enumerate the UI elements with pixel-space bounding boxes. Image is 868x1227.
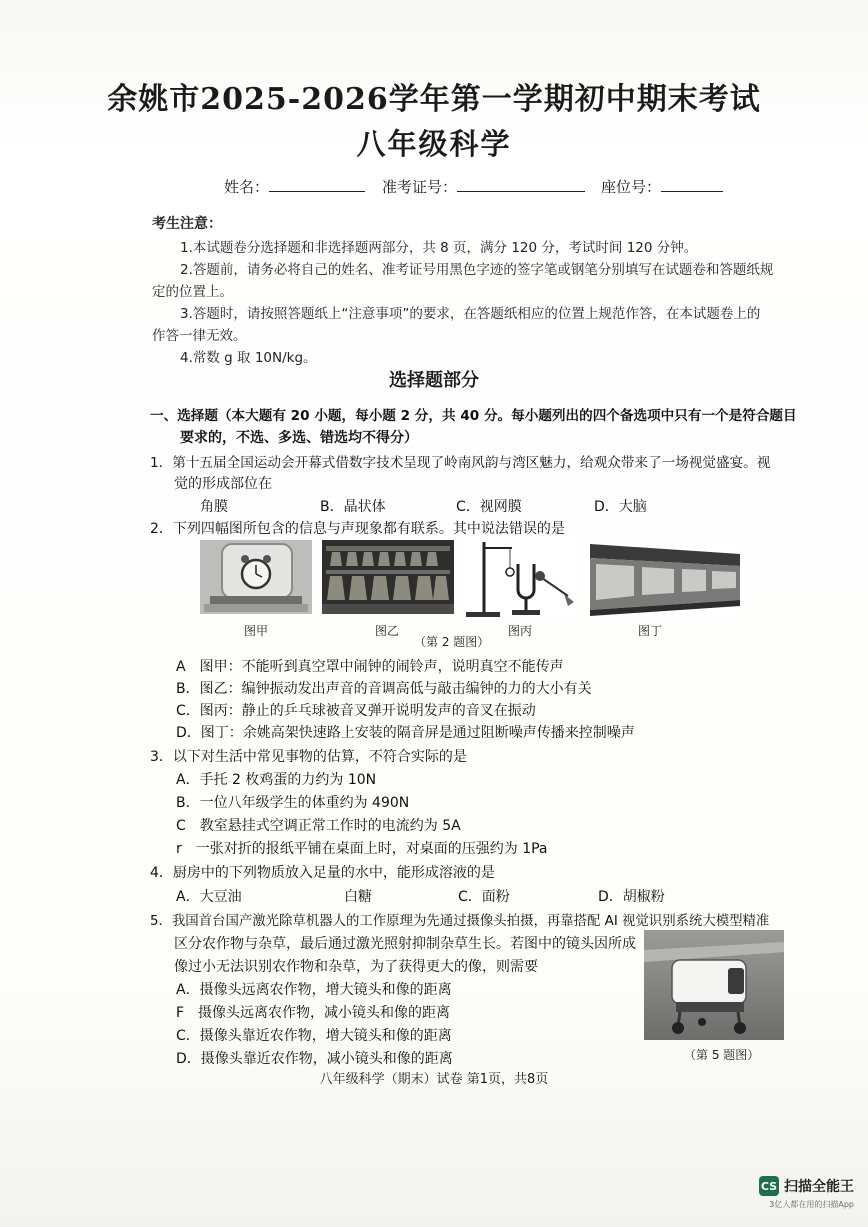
q5-stem: 5．我国首台国产激光除草机器人的工作原理为先通过摄像头拍摄，再靠搭配 AI 视觉识别系统大模型精准: [150, 914, 770, 929]
figure-caption-ding: 图丁: [638, 624, 663, 638]
figure-caption-yi: 图乙: [375, 624, 400, 638]
notice-line: 2.答题前，请务必将自己的姓名、准考证号用黑色字迹的签字笔或钢笔分别填写在试题卷和答题纸规: [180, 262, 774, 278]
notice-line: 4.常数 g 取 10N/kg。: [180, 350, 317, 366]
seat-blank: [661, 177, 723, 192]
q5-option-c: C．摄像头靠近农作物，增大镜头和像的距离: [176, 1028, 452, 1044]
name-label: 姓名：: [224, 178, 270, 196]
q5-option-b: F 摄像头远离农作物，减小镜头和像的距离: [176, 1005, 451, 1021]
notice-heading: 考生注意：: [152, 216, 222, 232]
figure-caption-q5: （第 5 题图）: [684, 1048, 760, 1062]
part-heading: 一、选择题（本大题有 20 小题，每小题 2 分，共 40 分。每小题列出的四个备选项中只有一个是符合题目: [150, 408, 797, 424]
scanner-watermark: [759, 1176, 854, 1210]
figure-bell-jar: [200, 540, 312, 614]
q2-stem: 2．下列四幅图所包含的信息与声现象都有联系。其中说法错误的是: [150, 521, 565, 537]
q5-stem-cont: 区分农作物与杂草，最后通过激光照射抑制杂草生长。若图中的镜头因所成: [174, 936, 636, 952]
seat-field: [601, 176, 723, 197]
figure-chime-bells: [322, 540, 454, 614]
figure-caption-q2: （第 2 题图）: [414, 635, 490, 649]
section-title: 选择题部分: [389, 370, 479, 391]
q1-option-b: B．晶状体: [320, 499, 386, 515]
q3-option-a: A．手托 2 枚鸡蛋的力约为 10N: [176, 772, 377, 788]
seat-label: 座位号：: [601, 178, 662, 196]
notice-line: 3.答题时，请按照答题纸上“注意事项”的要求，在答题纸相应的位置上规范作答，在本试题卷上的: [180, 306, 761, 322]
exam-no-blank: [457, 177, 585, 192]
q5-option-d: D．摄像头靠近农作物，减小镜头和像的距离: [176, 1051, 453, 1067]
q1-stem: 1．第十五届全国运动会开幕式借数字技术呈现了岭南风韵与湾区魅力，给观众带来了一场视觉盛宴。视: [150, 455, 771, 471]
q3-option-d: r 一张对折的报纸平铺在桌面上时，对桌面的压强约为 1Pa: [176, 841, 548, 857]
figure-caption-bing: 图丙: [508, 624, 533, 638]
notice-line: 定的位置上。: [152, 284, 233, 300]
exam-subject: 八年级科学: [356, 127, 512, 161]
q1-option-a: 角膜: [200, 499, 228, 515]
exam-no-field: [382, 176, 585, 197]
q3-option-c: C 教室悬挂式空调正常工作时的电流约为 5A: [176, 818, 461, 834]
q1-stem-cont: 觉的形成部位在: [174, 476, 272, 492]
q5-option-a: A．摄像头远离农作物，增大镜头和像的距离: [176, 982, 452, 998]
q2-option-d: D．图丁：余姚高架快速路上安装的隔音屏是通过阻断噪声传播来控制噪声: [176, 725, 635, 741]
q2-option-b: B．图乙：编钟振动发出声音的音调高低与敲击编钟的力的大小有关: [176, 681, 592, 697]
scanner-tagline: 3亿人都在用的扫描App: [769, 1200, 854, 1209]
scanner-brand-name: 扫描全能王: [784, 1179, 854, 1195]
q3-stem: 3．以下对生活中常见事物的估算，不符合实际的是: [150, 749, 467, 765]
scanner-logo-icon: CS: [759, 1176, 779, 1196]
q4-option-b: 白糖: [344, 889, 372, 905]
notice-line: 作答一律无效。: [152, 328, 247, 344]
notice-line: 1.本试题卷分选择题和非选择题两部分，共 8 页，满分 120 分，考试时间 120 分钟。: [180, 240, 698, 256]
q4-option-a: A．大豆油: [176, 889, 242, 905]
name-field: [224, 176, 365, 197]
part-heading-cont: 要求的，不选、多选、错选均不得分）: [180, 430, 418, 446]
figure-tuning-fork: [460, 538, 578, 618]
q3-option-b: B．一位八年级学生的体重约为 490N: [176, 795, 410, 811]
q4-stem: 4．厨房中的下列物质放入足量的水中，能形成溶液的是: [150, 865, 495, 881]
q1-option-d: D．大脑: [594, 499, 647, 515]
q2-option-c: C．图丙：静止的乒乓球被音叉弹开说明发声的音叉在振动: [176, 703, 536, 719]
exam-title: 余姚市2025-2026学年第一学期初中期末考试: [107, 82, 761, 117]
q5-stem-cont: 像过小无法识别农作物和杂草，为了获得更大的像，则需要: [174, 959, 538, 975]
name-blank: [269, 177, 365, 192]
figure-sound-barrier: [590, 540, 740, 616]
q4-option-c: C．面粉: [458, 889, 510, 905]
q4-option-d: D．胡椒粉: [598, 889, 665, 905]
figure-weeding-robot: [644, 930, 784, 1040]
q2-option-a: A 图甲：不能听到真空罩中闹钟的闹铃声，说明真空不能传声: [176, 659, 564, 675]
exam-no-label: 准考证号：: [382, 178, 458, 196]
page-footer: 八年级科学（期末）试卷 第1页，共8页: [319, 1072, 549, 1087]
figure-caption-jia: 图甲: [244, 624, 269, 638]
q1-option-c: C．视网膜: [456, 499, 522, 515]
